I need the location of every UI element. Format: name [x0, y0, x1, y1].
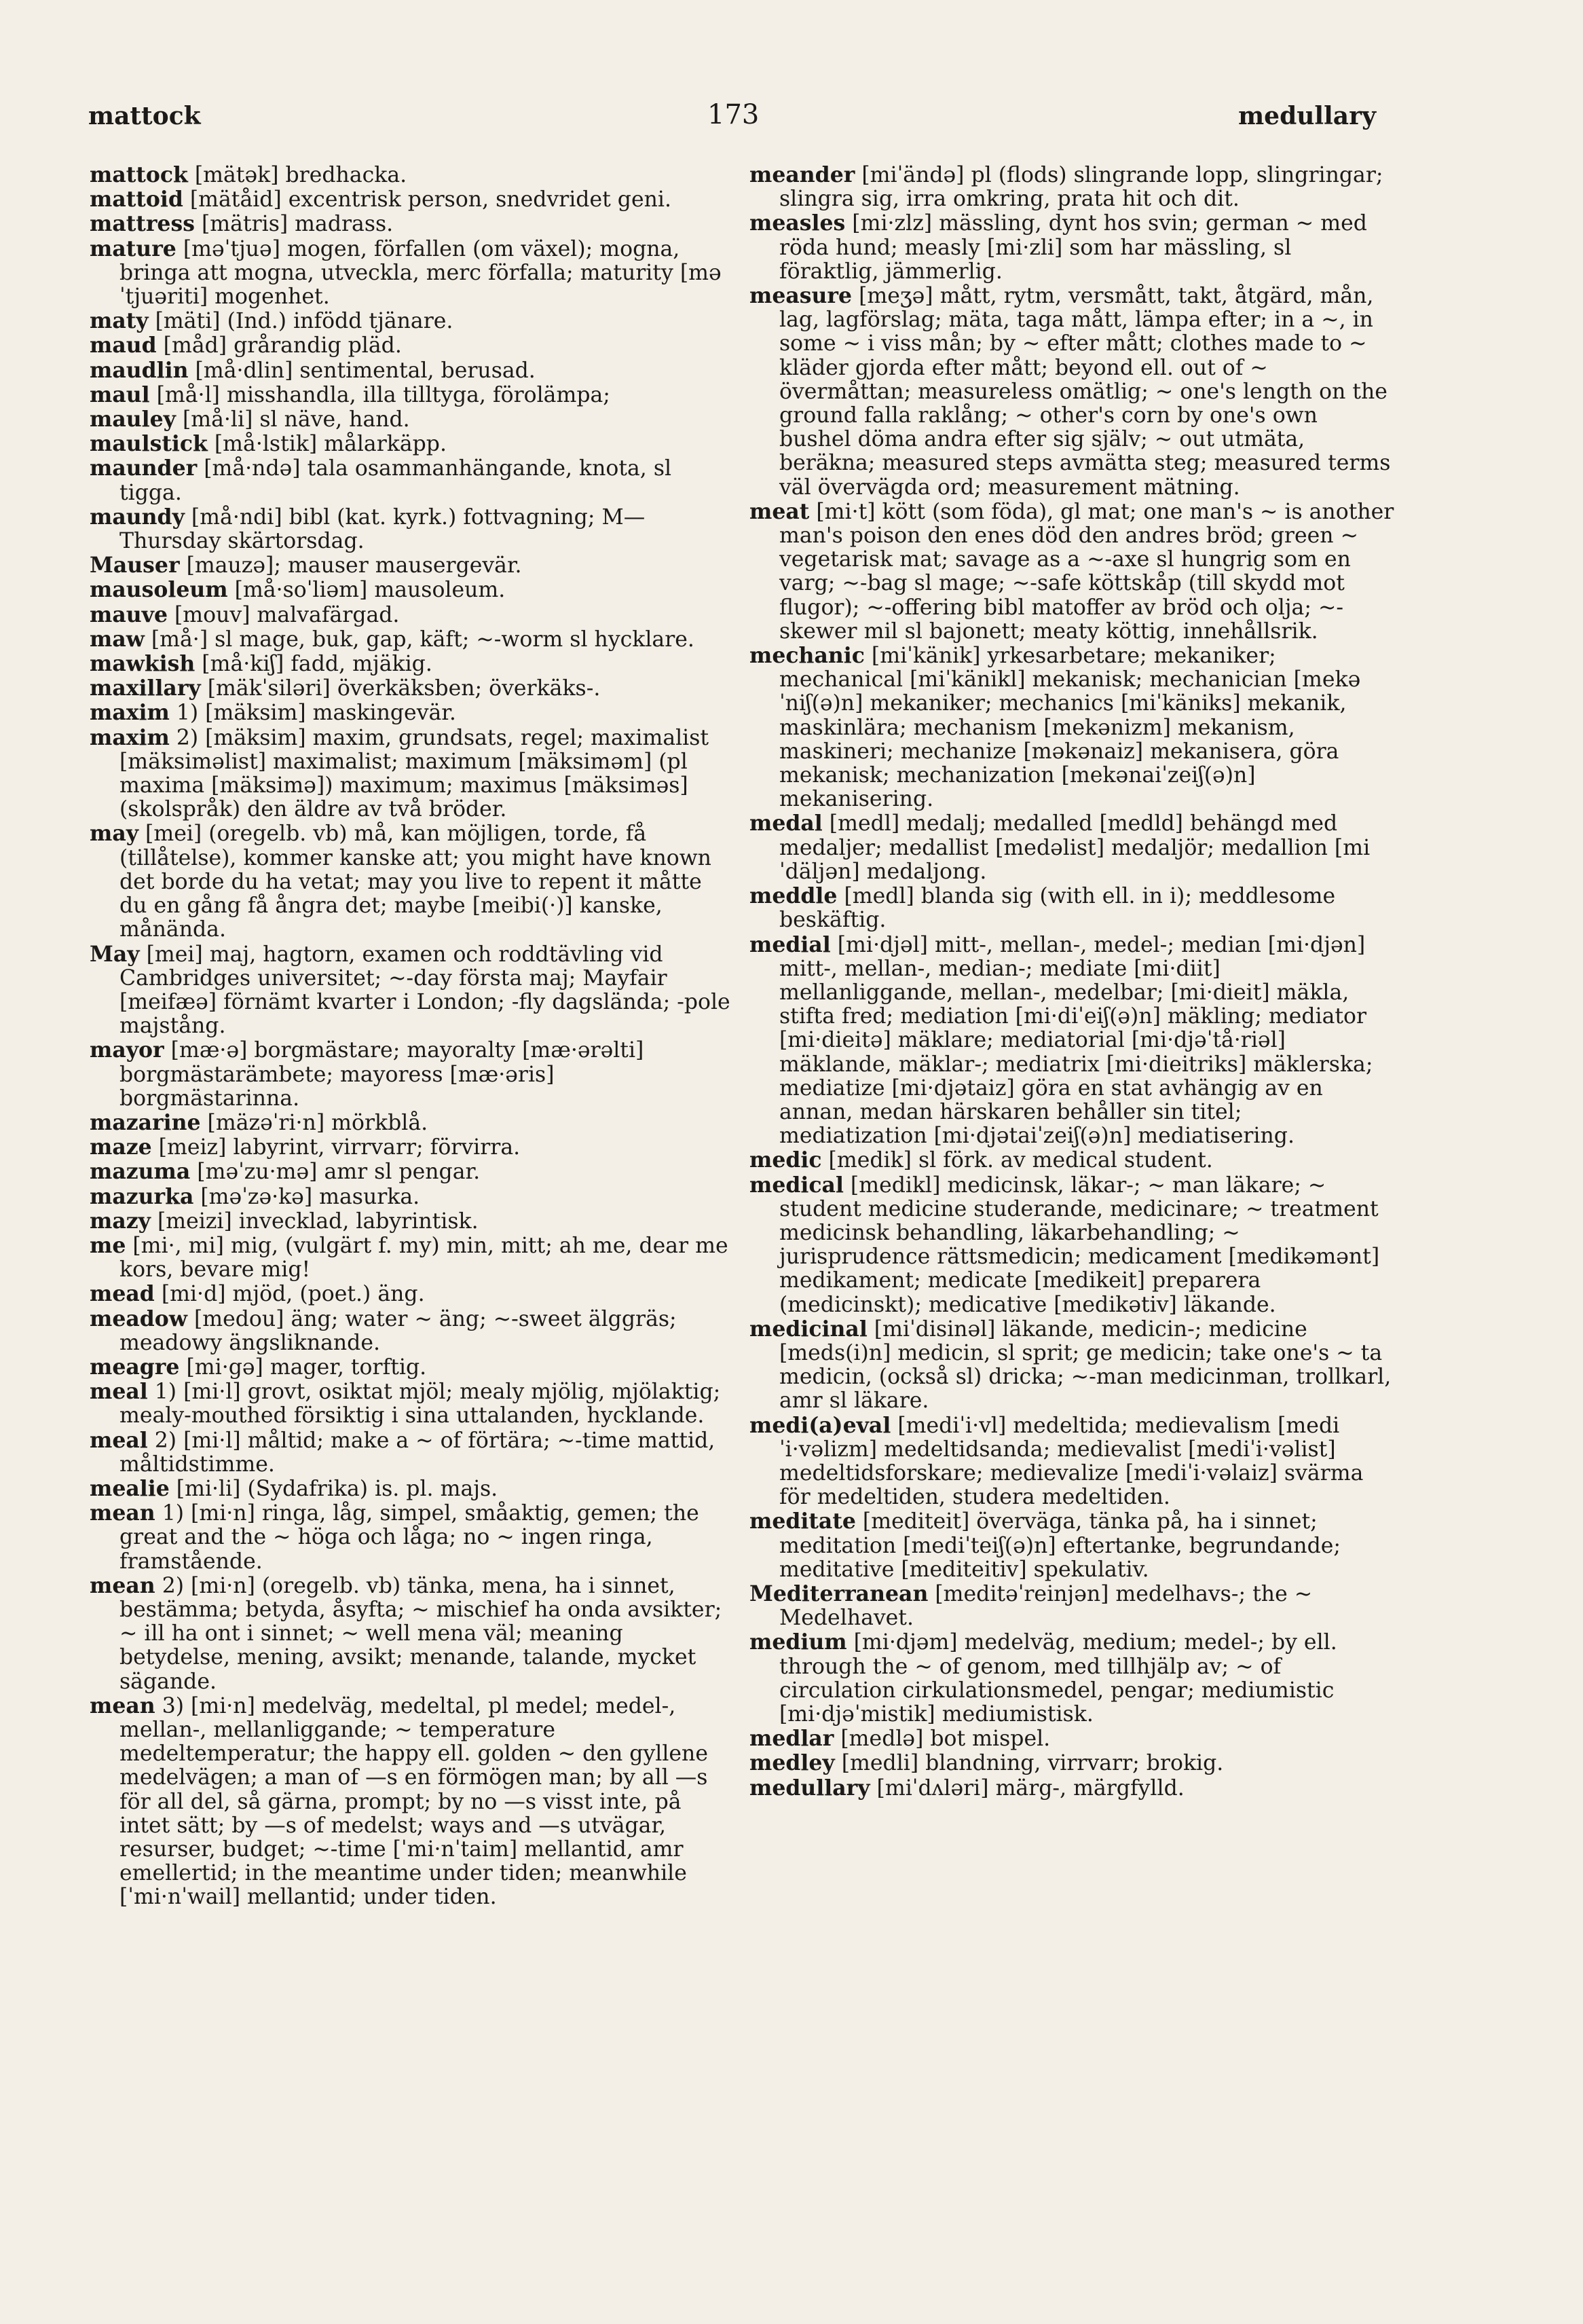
- entry-definition: [mi·li] (Sydafrika) is. pl. majs.: [169, 1476, 498, 1501]
- dictionary-entry: [90, 1380, 734, 1428]
- entry-headword: mayor: [90, 1037, 164, 1063]
- dictionary-entry: [90, 1355, 734, 1380]
- entry-headword: measles: [749, 210, 846, 236]
- entry-definition: [mediteit] överväga, tänka på, ha i sinnet; meditation [mediˈteiʃ(ə)n] eftertanke, begrundande; meditative [mediteitiv] spekulativ.: [779, 1509, 1341, 1582]
- entry-headword: maw: [90, 626, 145, 652]
- entry-headword: Mediterranean: [749, 1581, 929, 1606]
- dictionary-entry: [90, 1209, 734, 1234]
- entry-headword: maxim: [90, 700, 170, 726]
- entry-definition: [må·lstik] målarkäpp.: [207, 432, 447, 457]
- dictionary-entry: [90, 1477, 734, 1501]
- dictionary-entry: [90, 212, 734, 236]
- entry-headword: mature: [90, 236, 176, 261]
- entry-headword: medium: [749, 1629, 847, 1655]
- entry-headword: mechanic: [749, 643, 865, 669]
- entry-definition: [mouv] malvafärgad.: [168, 602, 400, 627]
- entry-headword: may: [90, 821, 139, 847]
- dictionary-entry: [90, 1038, 734, 1111]
- entry-definition: [mi·djəl] mitt-, mellan-, medel-; median [mi·djən] mitt-, mellan-, median-; mediate [mi·diit] mellanliggande, mellan-, medelbar; [mi·dieit] mäkla, stifta fred; mediation [mi·diˈeiʃ(ə)n] mäkling; mediator [mi·dieitə] mäklare; mediatorial [mi·djəˈtå·riəl] mäklande, mäklar-; mediatrix [mi·dieitriks] mäklerska; mediatize [mi·djətaiz] göra en stat avhängig av en annan, medan härskaren behåller sin titel; mediatization [mi·djətaiˈzeiʃ(ə)n] mediatisering.: [779, 932, 1373, 1149]
- dictionary-entry: [749, 1317, 1394, 1414]
- dictionary-entry: [749, 1751, 1394, 1775]
- entry-headword: measure: [749, 283, 853, 309]
- dictionary-entry: [749, 644, 1394, 811]
- entry-definition: [meiz] labyrint, virrvarr; förvirra.: [151, 1135, 521, 1160]
- dictionary-entry: [90, 333, 734, 358]
- entry-definition: [må·ndi] bibl (kat. kyrk.) fottvagning; M— Thursday skärtorsdag.: [119, 504, 646, 554]
- entry-definition: [mäti] (Ind.) infödd tjänare.: [148, 309, 453, 334]
- entry-definition: [medikl] medicinsk, läkar-; ~ man läkare; ~ student medicine studerande, medicinare; ~ treatment medicinsk behandling, läkarbehandling; ~ jurisprudence rättsmedicin; medicament [medikəmənt] medikament; medicate [medikeit] preparera (medicinskt); medicative [medikətiv] läkande.: [779, 1173, 1380, 1317]
- dictionary-entry: [90, 358, 734, 383]
- dictionary-entry: [90, 578, 734, 602]
- dictionary-entry: [90, 1694, 734, 1910]
- entry-definition: [må·dlin] sentimental, berusad.: [188, 358, 536, 383]
- entry-definition: [medik] sl förk. av medical student.: [821, 1148, 1213, 1173]
- dictionary-entry: [749, 1727, 1394, 1751]
- entry-definition: [mediˈi·vl] medeltida; medievalism [mediˈi·vəlizm] medeltidsanda; medievalist [mediˈi·vəlist] medeltidsforskare; medievalize [mediˈi·vəlaiz] svärma för medeltiden, studera medeltiden.: [779, 1413, 1364, 1510]
- entry-definition: [mätək] bredhacka.: [187, 163, 407, 187]
- dictionary-entry: [90, 237, 734, 310]
- entry-headword: mazarine: [90, 1109, 201, 1135]
- dictionary-entry: [90, 187, 734, 212]
- dictionary-entry: [90, 652, 734, 676]
- entry-definition: [meʒə] mått, rytm, versmått, takt, åtgärd, mån, lag, lagförslag; mäta, taga mått, lämpa efter; in a ~, in some ~ i viss mån; by ~ efter mått; clothes made to ~ kläder gjorda efter mått; beyond ell. out of ~ övermåttan; measureless omätlig; ~ one's length on the ground falla raklång; ~ other's corn by one's own bushel döma andra efter sig själv; ~ out utmäta, beräkna; measured steps avmätta steg; measured terms väl övervägda ord; measurement mätning.: [779, 284, 1391, 500]
- dictionary-entry: [90, 553, 734, 578]
- entry-definition: [miˈdisinəl] läkande, medicin-; medicine [meds(i)n] medicin, sl sprit; ge medicin; take one's ~ ta medicin, (också sl) dricka; ~-man medicinman, trollkarl, amr sl läkare.: [779, 1316, 1392, 1414]
- entry-headword: maxim: [90, 724, 170, 750]
- right-column: [749, 163, 1394, 1801]
- entry-headword: meadow: [90, 1306, 187, 1331]
- entry-headword: maunder: [90, 456, 198, 481]
- entry-headword: medical: [749, 1172, 844, 1198]
- entry-headword: maze: [90, 1135, 152, 1160]
- entry-headword: meagre: [90, 1354, 180, 1380]
- entry-headword: mausoleum: [90, 577, 228, 603]
- dictionary-entry: [90, 456, 734, 504]
- entry-headword: meal: [90, 1379, 148, 1405]
- entry-headword: me: [90, 1232, 126, 1258]
- entry-definition: [medli] blandning, virrvarr; brokig.: [834, 1751, 1224, 1776]
- entry-headword: meander: [749, 162, 855, 187]
- entry-definition: 2) [mi·l] måltid; make a ~ of förtära; ~-time mattid, måltidstimme.: [119, 1428, 715, 1477]
- entry-definition: [mæ·ə] borgmästare; mayoralty [mæ·ərəlti] borgmästarämbete; mayoress [mæ·əris] borgmästarinna.: [119, 1038, 644, 1111]
- entry-definition: [meditəˈreinjən] medelhavs-; the ~ Medelhavet.: [779, 1581, 1313, 1631]
- entry-headword: maudlin: [90, 357, 189, 383]
- entry-definition: [mi·gə] mager, torftig.: [179, 1354, 427, 1380]
- dictionary-entry: [90, 432, 734, 456]
- dictionary-entry: [90, 603, 734, 627]
- entry-definition: [medou] äng; water ~ äng; ~-sweet älggräs; meadowy ängsliknande.: [119, 1306, 677, 1355]
- dictionary-entry: [90, 407, 734, 432]
- entry-headword: maxillary: [90, 676, 201, 701]
- entry-headword: meal: [90, 1427, 148, 1453]
- entry-definition: [miˈdʌləri] märg-, märgfylld.: [870, 1775, 1185, 1801]
- entry-headword: mattock: [90, 162, 188, 187]
- dictionary-entry: [749, 211, 1394, 284]
- dictionary-entry: [90, 163, 734, 187]
- entry-headword: May: [90, 941, 140, 967]
- entry-definition: [må·li] sl näve, hand.: [175, 407, 410, 432]
- entry-definition: [medl] medalj; medalled [medld] behängd med medaljer; medallist [medəlist] medaljör; medallion [miˈdäljən] medaljong.: [779, 811, 1371, 884]
- dictionary-entry: [90, 1135, 734, 1160]
- entry-definition: [mi·d] mjöd, (poet.) äng.: [154, 1282, 425, 1307]
- entry-headword: medi(a)eval: [749, 1412, 891, 1438]
- dictionary-entry: [749, 284, 1394, 500]
- entry-headword: medal: [749, 811, 823, 836]
- entry-definition: [må·l] misshandla, illa tilltyga, förolämpa;: [149, 382, 610, 407]
- entry-definition: 3) [mi·n] medelväg, medeltal, pl medel; medel-, mellan-, mellanliggande; ~ temperature medeltemperatur; the happy ell. golden ~ den gyllene medelvägen; a man of —s en förmögen man; by all —s för all del, så gärna, prompt; by no —s visst inte, på intet sätt; by —s of medelst; ways and —s utvägar, resurser, budget; ~-time [ˈmi·nˈtaim] mellantid, amr emellertid; in the meantime under tiden; meanwhile [ˈmi·nˈwail] mellantid; under tiden.: [119, 1693, 708, 1910]
- entry-definition: [miˈkänik] yrkesarbetare; mekaniker; mechanical [miˈkänikl] mekanisk; mechanician [mekəˈniʃ(ə)n] mekaniker; mechanics [miˈkäniks] mekanik, maskinlära; mechanism [mekənizm] mekanism, maskineri; mechanize [məkənaiz] mekanisera, göra mekanisk; mechanization [mekənaiˈzeiʃ(ə)n] mekanisering.: [779, 644, 1361, 812]
- entry-headword: mauley: [90, 407, 176, 432]
- dictionary-entry: [90, 1428, 734, 1477]
- entry-headword: Mauser: [90, 553, 180, 578]
- entry-definition: [mauzə]; mauser mausergevär.: [179, 553, 522, 578]
- entry-definition: [mi·, mi] mig, (vulgärt f. my) min, mitt; ah me, dear me kors, bevare mig!: [119, 1233, 728, 1283]
- dictionary-entry: [90, 701, 734, 725]
- entry-definition: [mätåid] excentrisk person, snedvridet geni.: [183, 187, 671, 213]
- entry-headword: mattress: [90, 211, 195, 237]
- entry-definition: [mi·djəm] medelväg, medium; medel-; by ell. through the ~ of genom, med tillhjälp av; ~ of circulation cirkulationsmedel, pengar; mediumistic [mi·djəˈmistik] mediumistisk.: [779, 1630, 1337, 1727]
- entry-definition: [mei] maj, hagtorn, examen och roddtävling vid Cambridges universitet; ~-day första maj; Mayfair [meifæə] förnämt kvarter i London; -fly dagslända; -pole majstång.: [119, 942, 730, 1039]
- entry-definition: [miˈändə] pl (flods) slingrande lopp, slingringar; slingra sig, irra omkring, prata hit och dit.: [779, 163, 1383, 212]
- entry-headword: mean: [90, 1572, 155, 1598]
- entry-definition: 2) [mi·n] (oregelb. vb) tänka, mena, ha i sinnet, bestämma; betyda, åsyfta; ~ mischief ha onda avsikter; ~ ill ha ont i sinnet; ~ well mena väl; meaning betydelse, mening, avsikt; menande, talande, mycket sägande.: [119, 1573, 722, 1694]
- left-column: [90, 163, 734, 1910]
- dictionary-entry: [749, 163, 1394, 211]
- entry-headword: maud: [90, 333, 157, 358]
- entry-definition: [må·kiʃ] fadd, mjäkig.: [195, 652, 432, 677]
- entry-definition: 1) [mi·n] ringa, låg, simpel, småaktig, gemen; the great and the ~ höga och låga; no ~ ingen ringa, framstående.: [119, 1501, 699, 1574]
- entry-headword: medic: [749, 1147, 822, 1173]
- entry-definition: [mei] (oregelb. vb) må, kan möjligen, torde, få (tillåtelse), kommer kanske att; you might have known det borde du ha vetat; may you live to repent it måtte du en gång få ångra det; maybe [meibi(·)] kanske, månända.: [119, 822, 711, 942]
- entry-headword: mazurka: [90, 1183, 194, 1209]
- dictionary-entry: [749, 933, 1394, 1149]
- entry-definition: [meizi] invecklad, labyrintisk.: [150, 1209, 479, 1234]
- entry-headword: maul: [90, 382, 150, 407]
- entry-headword: mean: [90, 1500, 155, 1526]
- dictionary-entry: [90, 627, 734, 652]
- entry-headword: mattoid: [90, 187, 183, 213]
- dictionary-entry: [90, 1282, 734, 1306]
- entry-headword: mean: [90, 1693, 155, 1718]
- entry-headword: maty: [90, 308, 149, 334]
- entry-headword: mead: [90, 1281, 155, 1307]
- entry-headword: medicinal: [749, 1316, 868, 1342]
- entry-definition: [məˈtjuə] mogen, förfallen (om växel); mogna, bringa att mogna, utveckla, merc förfalla; maturity [məˈtjuəriti] mogenhet.: [119, 236, 722, 310]
- dictionary-entry: [90, 383, 734, 407]
- running-head-right: medullary: [1238, 102, 1376, 130]
- entry-definition: [må·soˈliəm] mausoleum.: [227, 578, 506, 603]
- dictionary-entry: [749, 1414, 1394, 1510]
- entry-definition: [må·ndə] tala osammanhängande, knota, sl tigga.: [119, 456, 672, 505]
- entry-definition: [mäzəˈri·n] mörkblå.: [200, 1110, 428, 1135]
- dictionary-entry: [749, 1776, 1394, 1801]
- entry-headword: mealie: [90, 1475, 170, 1501]
- entry-headword: meddle: [749, 883, 838, 909]
- entry-definition: [må·] sl mage, buk, gap, käft; ~-worm sl hycklare.: [144, 627, 694, 652]
- entry-headword: medullary: [749, 1775, 870, 1801]
- dictionary-entry: [749, 1173, 1394, 1317]
- entry-headword: maulstick: [90, 431, 208, 457]
- dictionary-entry: [90, 505, 734, 553]
- page-number: 173: [707, 99, 760, 130]
- entry-definition: [mi·t] kött (som föda), gl mat; one man's ~ is another man's poison den enes död den andres bröd; green ~ vegetarisk mat; savage as a ~-axe sl hungrig som en varg; ~-bag sl mage; ~-safe köttskåp (till skydd mot flugor); ~-offering bibl matoffer av bröd och olja; ~-skewer mil sl bajonett; meaty köttig, innehållsrik.: [779, 499, 1394, 644]
- entry-definition: [məˈzə·kə] masurka.: [193, 1184, 420, 1209]
- dictionary-entry: [90, 1111, 734, 1135]
- entry-headword: meditate: [749, 1509, 856, 1534]
- entry-definition: 1) [mäksim] maskingevär.: [169, 701, 456, 726]
- dictionary-entry: [90, 1160, 734, 1184]
- entry-definition: [məˈzu·mə] amr sl pengar.: [190, 1160, 481, 1185]
- dictionary-entry: [90, 1574, 734, 1694]
- entry-definition: [mäkˈsiləri] överkäksben; överkäks-.: [200, 676, 601, 701]
- dictionary-entry: [90, 1185, 734, 1209]
- entry-definition: 1) [mi·l] grovt, osiktat mjöl; mealy mjölig, mjölaktig; mealy-mouthed försiktig i sina uttalanden, hycklande.: [119, 1380, 721, 1428]
- entry-headword: medlar: [749, 1726, 834, 1752]
- dictionary-entry: [749, 1148, 1394, 1173]
- dictionary-entry: [749, 884, 1394, 932]
- dictionary-entry: [90, 942, 734, 1039]
- entry-headword: mazy: [90, 1208, 151, 1234]
- entry-headword: medley: [749, 1750, 835, 1776]
- entry-definition: 2) [mäksim] maxim, grundsats, regel; maximalist [mäksiməlist] maximalist; maximum [mäksiməm] (pl maxima [mäksimə]) maximum; maximus [mäksiməs] (skolspråk) den äldre av två bröder.: [119, 725, 709, 822]
- dictionary-entry: [90, 309, 734, 333]
- dictionary-entry: [90, 726, 734, 822]
- entry-headword: mauve: [90, 602, 168, 627]
- dictionary-entry: [90, 822, 734, 942]
- entry-headword: mazuma: [90, 1159, 191, 1185]
- entry-definition: [mi·zlz] mässling, dynt hos svin; german ~ med röda hund; measly [mi·zli] som har mässling, sl föraktlig, jämmerlig.: [779, 211, 1367, 284]
- entry-headword: meat: [749, 498, 810, 524]
- entry-headword: medial: [749, 932, 831, 957]
- dictionary-entry: [749, 500, 1394, 644]
- entry-headword: mawkish: [90, 651, 195, 677]
- entry-definition: [medl] blanda sig (with ell. in i); meddlesome beskäftig.: [779, 884, 1336, 933]
- dictionary-entry: [90, 1307, 734, 1355]
- running-head-left: mattock: [88, 102, 201, 130]
- entry-headword: maundy: [90, 504, 185, 530]
- dictionary-entry: [749, 1630, 1394, 1727]
- entry-definition: [mätris] madrass.: [194, 212, 394, 237]
- dictionary-entry: [749, 1582, 1394, 1630]
- dictionary-entry: [90, 1501, 734, 1574]
- dictionary-entry: [90, 676, 734, 701]
- dictionary-entry: [749, 811, 1394, 884]
- dictionary-entry: [749, 1509, 1394, 1582]
- entry-definition: [medlə] bot mispel.: [834, 1727, 1051, 1752]
- dictionary-entry: [90, 1234, 734, 1282]
- entry-definition: [måd] grårandig pläd.: [156, 333, 402, 358]
